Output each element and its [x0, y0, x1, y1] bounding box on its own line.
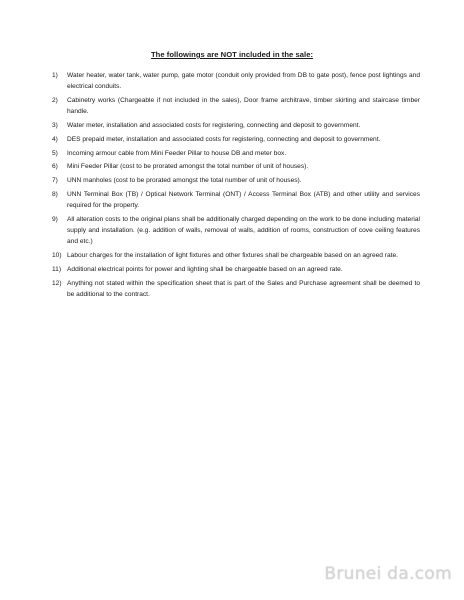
list-item — [52, 278, 420, 300]
list-item-number: 3) — [52, 122, 58, 129]
list-item — [52, 189, 420, 211]
document-title: The followings are NOT included in the sale: — [150, 50, 314, 59]
list-item-text: Water heater, water tank, water pump, gate motor (conduit only provided from DB to gate post), fence post lightings and electrical conduits. — [67, 72, 420, 91]
list-item-text: Labour charges for the installation of light fixtures and other fixtures shall be chargeable based on an agreed rate. — [67, 252, 398, 260]
list-item-text: Mini Feeder Pillar (cost to be prorated amongst the total number of unit of houses). — [67, 163, 309, 171]
list-item — [52, 148, 420, 159]
list-item-number: 10) — [52, 252, 62, 260]
list-item-text: DES prepaid meter, installation and associated costs for registering, connecting and deposit to government. — [67, 135, 381, 143]
list-item-text: UNN manholes (cost to be prorated amongst the total number of unit of houses). — [67, 177, 302, 185]
list-item — [52, 175, 420, 186]
list-item — [52, 70, 420, 92]
list-item-text: Cabinetry works (Chargeable if not included in the sales), Door frame architrave, timber skirting and staircase timber handle. — [67, 97, 420, 116]
list-item-number: 12) — [52, 279, 62, 287]
list-item — [52, 120, 420, 131]
list-item-text: Water meter, installation and associated costs for registering, connecting and deposit to government. — [67, 122, 361, 129]
list-item-number: 7) — [52, 177, 58, 185]
list-item — [52, 134, 420, 145]
list-item-text: All alteration costs to the original plans shall be additionally charged depending on the work to be done including material supply and installation. (e.g. addition of walls, removal of walls, addition of rooms, construction of cove ceiling features and etc.) — [67, 215, 420, 246]
list-item — [52, 95, 420, 117]
list-item — [52, 264, 420, 275]
list-item-number: 8) — [52, 190, 58, 198]
list-item — [52, 250, 420, 261]
list-item-text: Anything not stated within the specification sheet that is part of the Sales and Purchase agreement shall be deemed to be additional to the contract. — [67, 279, 420, 298]
list-item — [52, 214, 420, 248]
list-item-text: Incoming armour cable from Mini Feeder Pillar to house DB and meter box. — [67, 149, 287, 157]
list-item-number: 6) — [52, 163, 58, 171]
list-item-number: 11) — [52, 265, 62, 273]
list-item-number: 1) — [52, 72, 58, 79]
exclusions-list — [52, 70, 420, 303]
list-item — [52, 161, 420, 172]
list-item-text: Additional electrical points for power and lighting shall be chargeable based on an agreed rate. — [67, 265, 343, 273]
site-watermark: Brunei da.com — [324, 564, 452, 584]
list-item-number: 9) — [52, 215, 58, 223]
list-item-number: 2) — [52, 97, 58, 104]
list-item-number: 4) — [52, 135, 58, 143]
list-item-text: UNN Terminal Box (TB) / Optical Network Terminal (ONT) / Access Terminal Box (ATB) and other utility and services required for the property. — [67, 190, 420, 210]
list-item-number: 5) — [52, 149, 58, 157]
